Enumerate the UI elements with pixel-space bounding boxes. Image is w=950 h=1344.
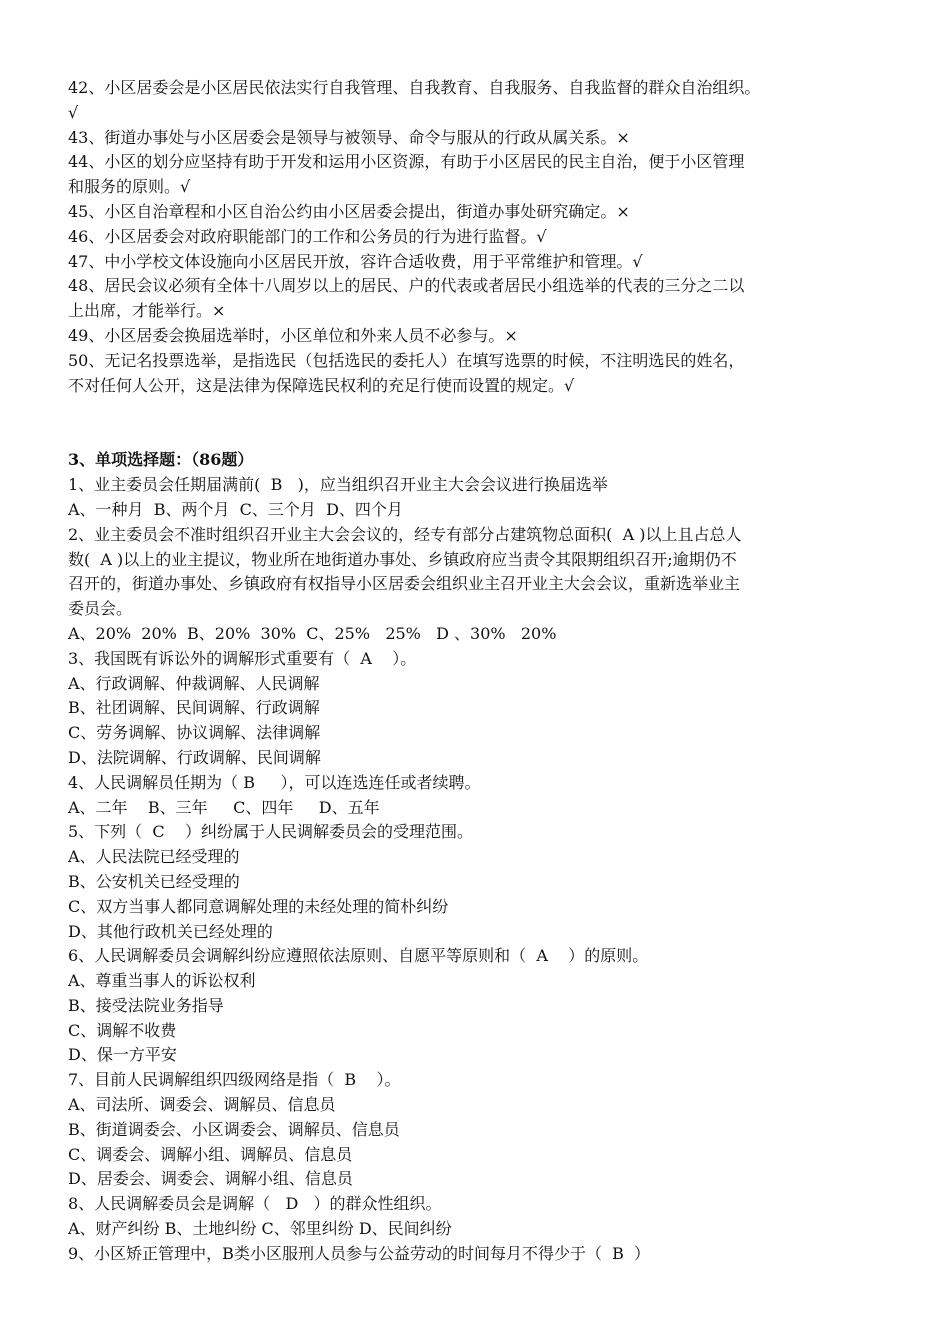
mc-line: 委员会。 — [68, 599, 133, 619]
mc-line: C、调委会、调解小组、调解员、信息员 — [68, 1144, 353, 1164]
tf-line: 44、小区的划分应坚持有助于开发和运用小区资源，有助于小区居民的民主自治，便于小区管理 — [68, 152, 745, 172]
section-gap — [68, 398, 888, 448]
multiple-choice-section — [68, 473, 888, 1267]
tf-line: 不对任何人公开，这是法律为保障选民权利的充足行使而设置的规定。√ — [68, 375, 575, 395]
mc-line: B、接受法院业务指导 — [68, 995, 224, 1015]
mc-line: A、司法所、调委会、调解员、信息员 — [68, 1095, 336, 1115]
mc-line: A、20% 20% B、20% 30% C、25% 25% D 、30% 20% — [68, 623, 557, 643]
tf-line: 和服务的原则。√ — [68, 177, 191, 197]
true-false-section — [68, 76, 888, 398]
mc-line: 3、我国既有诉讼外的调解形式重要有（ A ）。 — [68, 648, 417, 668]
mc-line: D、保一方平安 — [68, 1045, 177, 1065]
mc-line: 2、业主委员会不准时组织召开业主大会会议的，经专有部分占建筑物总面积( A )以上且占总人 — [68, 524, 742, 544]
mc-line: 6、人民调解委员会调解纠纷应遵照依法原则、自愿平等原则和（ A ）的原则。 — [68, 946, 649, 966]
section-heading: 3、单项选择题：（86题） — [68, 450, 254, 470]
mc-line: 5、下列（ C ）纠纷属于人民调解委员会的受理范围。 — [68, 822, 473, 842]
mc-line: 7、目前人民调解组织四级网络是指（ B ）。 — [68, 1070, 401, 1090]
mc-line: 1、业主委员会任期届满前( B )，应当组织召开业主大会会议进行换届选举 — [68, 475, 608, 495]
tf-line: 49、小区居委会换届选举时，小区单位和外来人员不必参与。× — [68, 325, 518, 345]
mc-line: C、劳务调解、协议调解、法律调解 — [68, 723, 321, 743]
mc-line: A、财产纠纷 B、土地纠纷 C、邻里纠纷 D、民间纠纷 — [68, 1219, 452, 1239]
tf-line: 50、无记名投票选举，是指选民（包括选民的委托人）在填写选票的时候，不注明选民的姓名， — [68, 350, 745, 370]
mc-line: 4、人民调解员任期为（ B ），可以连选连任或者续聘。 — [68, 772, 481, 792]
mc-line: A、一种月 B、两个月 C、三个月 D、四个月 — [68, 499, 403, 519]
mc-line: A、二年 B、三年 C、四年 D、五年 — [68, 797, 380, 817]
mc-line: D、其他行政机关已经处理的 — [68, 921, 273, 941]
tf-line: 上出席，才能举行。× — [68, 301, 226, 321]
mc-line: D、居委会、调委会、调解小组、信息员 — [68, 1169, 353, 1189]
tf-line: 42、小区居委会是小区居民依法实行自我管理、自我教育、自我服务、自我监督的群众自治组织。 — [68, 78, 761, 97]
mc-line: B、街道调委会、小区调委会、调解员、信息员 — [68, 1119, 400, 1139]
mc-line: 9、小区矫正管理中，B类小区服刑人员参与公益劳动的时间每月不得少于（ B ） — [68, 1243, 651, 1263]
mc-line: B、社团调解、民间调解、行政调解 — [68, 698, 320, 718]
tf-line: 48、居民会议必须有全体十八周岁以上的居民、户的代表或者居民小组选举的代表的三分之二以 — [68, 276, 745, 296]
mc-line: 召开的，街道办事处、乡镇政府有权指导小区居委会组织业主召开业主大会会议，重新选举业主 — [68, 574, 741, 594]
tf-line: 45、小区自治章程和小区自治公约由小区居委会提出，街道办事处研究确定。× — [68, 201, 630, 221]
tf-line: 46、小区居委会对政府职能部门的工作和公务员的行为进行监督。√ — [68, 226, 547, 246]
mc-line: A、行政调解、仲裁调解、人民调解 — [68, 673, 320, 693]
mc-line: 数( A )以上的业主提议，物业所在地街道办事处、乡镇政府应当责令其限期组织召开;逾期仍不 — [68, 549, 737, 569]
tf-line: √ — [68, 102, 79, 122]
mc-line: B、公安机关已经受理的 — [68, 871, 240, 891]
mc-line: D、法院调解、行政调解、民间调解 — [68, 747, 321, 767]
mc-line: C、双方当事人都同意调解处理的未经处理的简朴纠纷 — [68, 896, 449, 916]
mc-line: A、尊重当事人的诉讼权利 — [68, 971, 256, 991]
tf-line: 47、中小学校文体设施向小区居民开放，容许合适收费，用于平常维护和管理。√ — [68, 251, 643, 271]
mc-line: 8、人民调解委员会是调解（ D ）的群众性组织。 — [68, 1194, 442, 1214]
mc-line: C、调解不收费 — [68, 1020, 177, 1040]
document-page — [68, 76, 888, 1267]
mc-line: A、人民法院已经受理的 — [68, 847, 240, 867]
tf-line: 43、街道办事处与小区居委会是领导与被领导、命令与服从的行政从属关系。× — [68, 127, 630, 147]
